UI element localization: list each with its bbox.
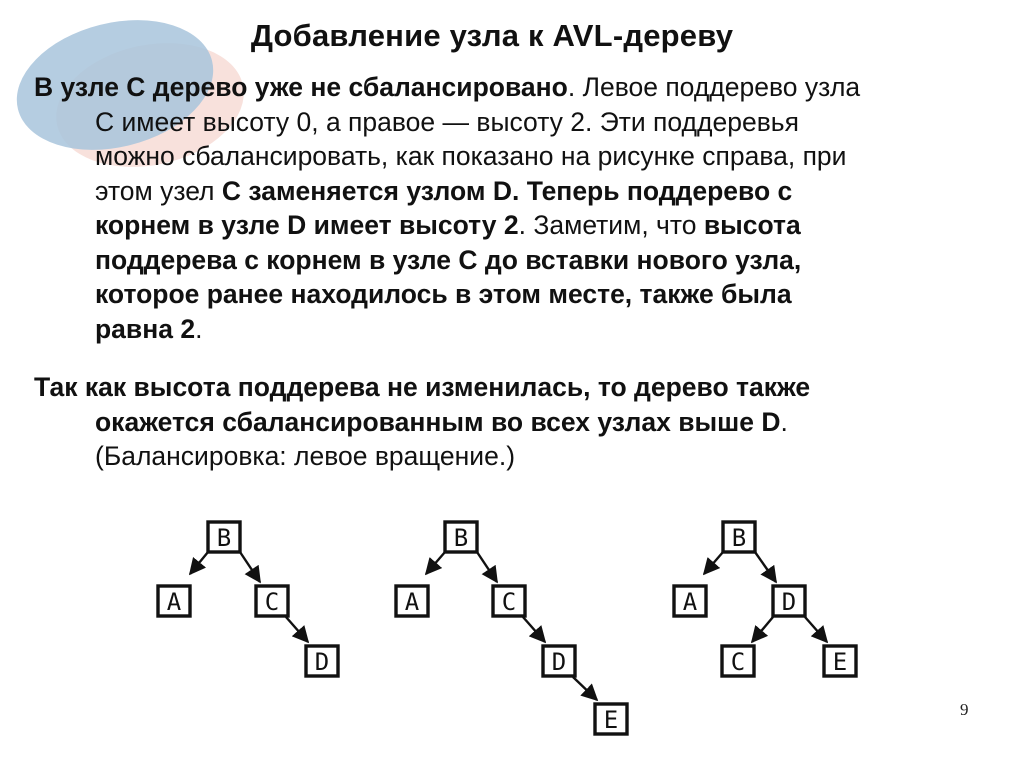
- tree3-node-c-label: C: [730, 648, 746, 676]
- p2-line-1: [34, 370, 994, 405]
- p1-l1-bold: В узле С дерево уже не сбалансировано: [34, 72, 568, 102]
- tree-2: [396, 522, 627, 734]
- tree2-edge-b-c: [477, 552, 497, 582]
- slide-title: Добавление узла к AVL-дереву: [250, 18, 734, 53]
- paragraph-unbalanced-node: [34, 70, 994, 346]
- p1-l1-normal: . Левое поддерево узла: [567, 72, 861, 102]
- tree2-node-c: [493, 586, 525, 616]
- tree3-node-a: [674, 586, 706, 616]
- p2-line-2: [34, 405, 994, 440]
- tree1-node-b-label: B: [216, 524, 232, 552]
- tree2-node-d: [543, 646, 575, 676]
- tree3-edge-d-e: [805, 617, 827, 642]
- tree3-node-d: [773, 586, 805, 616]
- tree3-edge-d-c: [752, 617, 773, 642]
- tree2-edge-c-d: [523, 617, 545, 642]
- tree1-node-d-label: D: [314, 648, 330, 676]
- tree1-edge-b-c: [240, 552, 260, 582]
- paragraph-balance-conclusion: [34, 370, 994, 474]
- tree3-node-b: [723, 522, 755, 552]
- p1-l7-bold: которое ранее находилось в этом месте, также была: [95, 279, 792, 309]
- tree1-node-c: [256, 586, 288, 616]
- tree2-edge-d-e: [573, 677, 597, 700]
- p2-line-3: (Балансировка: левое вращение.): [95, 441, 516, 471]
- tree2-node-a: [396, 586, 428, 616]
- p2-l1-bold: Так как высота поддерева не изменилась, то дерево также: [34, 372, 811, 402]
- p1-line-7: [34, 277, 994, 312]
- tree2-node-c-label: C: [501, 588, 517, 616]
- p1-l5-normal: . Заметим, что: [518, 210, 704, 240]
- page-number: 9: [960, 700, 969, 719]
- tree-3: [674, 522, 856, 676]
- p1-l5-bold-end: высота: [703, 210, 801, 240]
- p1-line-8: [34, 312, 994, 347]
- tree3-node-b-label: B: [731, 524, 747, 552]
- p1-line-3: можно сбалансировать, как показано на рисунке справа, при: [95, 141, 847, 171]
- p1-l5-bold: корнем в узле D имеет высоту 2: [95, 210, 519, 240]
- p1-line-5: [34, 208, 994, 243]
- tree2-node-a-label: A: [404, 588, 420, 616]
- tree3-edge-b-a: [704, 552, 723, 574]
- tree1-edge-b-a: [190, 552, 208, 574]
- p1-l6-bold: поддерева с корнем в узле С до вставки нового узла,: [95, 244, 802, 275]
- p1-line-4: [34, 174, 994, 209]
- tree2-node-d-label: D: [551, 648, 567, 676]
- tree3-node-e-label: E: [832, 648, 848, 676]
- tree1-node-c-label: C: [264, 588, 280, 616]
- p1-line-6: [34, 243, 994, 278]
- tree1-node-a-label: A: [166, 588, 182, 616]
- p2-l2-bold: окажется сбалансированным во всех узлах выше D: [95, 406, 781, 437]
- tree2-node-e-label: E: [603, 706, 619, 734]
- tree2-node-e: [595, 704, 627, 734]
- tree3-node-e: [824, 646, 856, 676]
- tree3-node-d-label: D: [781, 588, 797, 616]
- tree1-node-a: [158, 586, 190, 616]
- avl-rotation-diagram: [0, 500, 1024, 750]
- tree2-edge-b-a: [426, 552, 445, 574]
- tree3-edge-b-d: [755, 552, 776, 582]
- p1-line-1: [34, 70, 994, 105]
- tree1-node-d: [306, 646, 338, 676]
- tree1-node-b: [208, 522, 240, 552]
- p1-l4-normal: этом узел: [95, 175, 222, 206]
- tree3-node-c: [722, 646, 754, 676]
- tree2-node-b-label: B: [453, 524, 469, 552]
- p2-l2-normal: .: [780, 406, 788, 437]
- tree1-edge-c-d: [286, 617, 308, 642]
- p1-l4-bold: С заменяется узлом D. Теперь поддерево с: [221, 175, 793, 206]
- tree2-node-b: [445, 522, 477, 552]
- tree3-node-a-label: A: [682, 588, 698, 616]
- tree-1: [158, 522, 338, 676]
- p1-line-2: С имеет высоту 0, а правое — высоту 2. Эти поддеревья: [95, 106, 799, 137]
- p1-l8-bold: равна 2: [95, 313, 196, 344]
- p1-l8-normal: .: [195, 313, 203, 344]
